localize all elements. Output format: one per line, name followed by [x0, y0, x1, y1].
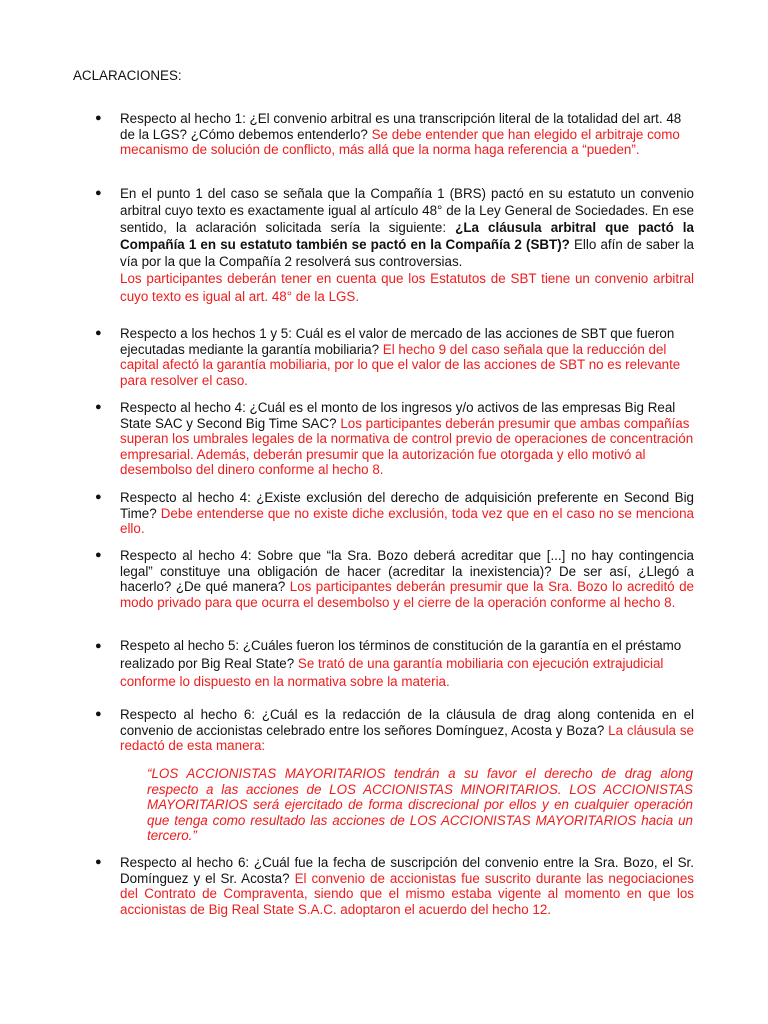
list-item	[95, 637, 694, 691]
list-item	[95, 855, 694, 917]
list-item	[95, 111, 694, 158]
bullet-icon: ●	[95, 491, 102, 503]
list-item	[95, 400, 694, 478]
answer-text: Debe entenderse que no existe diche exclusión, toda vez que en el caso no se menciona ello.	[120, 505, 694, 537]
page-heading: ACLARACIONES:	[73, 68, 182, 83]
question-text: Respecto al hecho 4: ¿Existe exclusión del derecho de adquisición preferente en Second Big Time?	[120, 490, 694, 521]
question-text: Respecto a los hechos 1 y 5: Cuál es el valor de mercado de las acciones de SBT que fueron ejecutadas mediante la garantía mobiliaria?	[120, 326, 675, 357]
list-item	[95, 326, 694, 388]
question-text: Respecto al hecho 1: ¿El convenio arbitral es una transcripción literal de la totalidad del art. 48 de la LGS? ¿Cómo debemos entenderlo?	[120, 111, 682, 142]
list-item	[95, 707, 694, 754]
answer-text: El hecho 9 del caso señala que la reducción del capital afectó la garantía mobiliaria, por lo que el valor de las acciones de SBT no es relevante para resolver el caso.	[120, 341, 681, 388]
bullet-icon: ●	[95, 401, 102, 413]
bullet-icon: ●	[95, 856, 102, 868]
bullet-icon: ●	[95, 640, 102, 652]
bullet-icon: ●	[95, 187, 102, 199]
question-text-continued: Ello afín de saber la vía por la que la Compañía 2 resolverá sus controversias.	[120, 237, 694, 269]
question-text: Respecto al hecho 4: Sobre que “la Sra. Bozo deberá acreditar que [...] no hay contingencia legal” constituye una obligación de hacer (acreditar la inexistencia)? De ser así, ¿Llegó a hacerlo? ¿De qué manera?	[120, 548, 694, 595]
answer-text: Los participantes deberán presumir que ambas compañías superan los umbrales legales de la normativa de control previo de operaciones de concentración empresarial. Además, deberán presumir que la autorización fue otorgada y ello motivó al desembolso del dinero conforme al hecho 8.	[120, 415, 694, 478]
bullet-icon: ●	[95, 708, 102, 720]
bullet-icon: ●	[95, 549, 102, 561]
answer-text: La cláusula se redactó de esta manera:	[120, 722, 694, 754]
bullet-icon: ●	[95, 112, 102, 124]
question-text: Respeto al hecho 5: ¿Cuáles fueron los términos de constitución de la garantía en el préstamo realizado por Big Real State?	[120, 638, 682, 671]
list-item	[95, 490, 694, 537]
answer-text: Los participantes deberán presumir que la Sra. Bozo lo acreditó de modo privado para que ocurra el desembolso y el cierre de la operación conforme al hecho 8.	[120, 579, 694, 610]
answer-text: El convenio de accionistas fue suscrito durante las negociaciones del Contrato de Compraventa, siendo que el mismo estaba vigente al momento en que los accionistas de Big Real State S.A.C. adoptaron el acuerdo del hecho 12.	[120, 870, 694, 917]
question-bold-text: ¿La cláusula arbitral que pactó la Compañía 1 en su estatuto también se pactó en la Compañía 2 (SBT)?	[120, 220, 694, 252]
question-text: En el punto 1 del caso se señala que la Compañía 1 (BRS) pactó en su estatuto un convenio arbitral cuyo texto es exactamente igual al artículo 48° de la Ley General de Sociedades. En ese sentido, la aclaración solicitada sería la siguiente:	[120, 186, 694, 235]
quoted-clause: “LOS ACCIONISTAS MAYORITARIOS tendrán a su favor el derecho de drag along respecto a las acciones de LOS ACCIONISTAS MINORITARIOS. LOS ACCIONISTAS MAYORITARIOS será ejercitado de forma discrecional por ellos y en cualquier operación que tenga como resultado las acciones de LOS ACCIONISTAS MAYORITARIOS hacia un tercero.”	[147, 766, 693, 844]
answer-text: Se trató de una garantía mobiliaria con ejecución extrajudicial conforme lo dispuesto en la normativa sobre la materia.	[120, 656, 664, 689]
bullet-icon: ●	[95, 327, 102, 339]
question-text: Respecto al hecho 6: ¿Cuál fue la fecha de suscripción del convenio entre la Sra. Bozo, el Sr. Domínguez y el Sr. Acosta?	[120, 855, 694, 886]
answer-text: Los participantes deberán tener en cuenta que los Estatutos de SBT tiene un convenio arbitral cuyo texto es igual al art. 48° de la LGS.	[120, 271, 694, 304]
question-text: Respecto al hecho 6: ¿Cuál es la redacción de la cláusula de drag along contenida en el convenio de accionistas celebrado entre los señores Domínguez, Acosta y Boza?	[120, 707, 694, 738]
question-text: Respecto al hecho 4: ¿Cuál es el monto de los ingresos y/o activos de las empresas Big Real State SAC y Second Big Time SAC?	[120, 400, 676, 431]
list-item	[95, 548, 694, 610]
answer-text: Se debe entender que han elegido el arbitraje como mecanismo de solución de conflicto, más allá que la norma haga referencia a “pueden”.	[120, 126, 680, 158]
list-item	[95, 185, 694, 306]
